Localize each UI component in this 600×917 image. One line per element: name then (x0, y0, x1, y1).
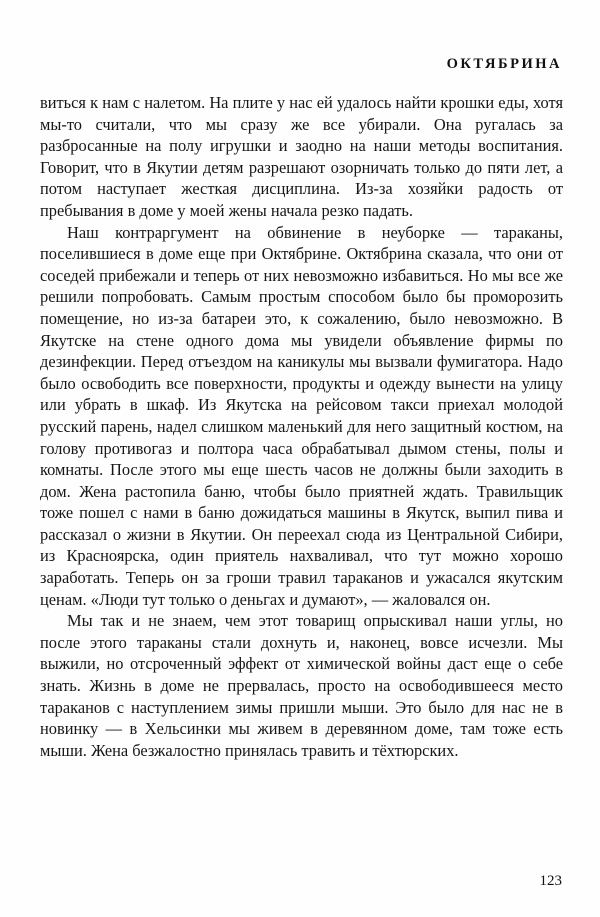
paragraph-continuation: виться к нам с налетом. На плите у нас ей удалось найти крошки еды, хотя мы-то считали, что мы сразу же все убирали. Она ругалась за разбросанные на полу игрушки и заодно на наши методы воспитания. Говорит, что в Якутии детям разрешают озорничать только до пяти лет, а потом наступает жесткая дисциплина. Из-за хозяйки радость от пребывания в доме у моей жены начала резко падать. (40, 93, 563, 220)
paragraph: Наш контраргумент на обвинение в неуборке — тараканы, поселившиеся в доме еще при Октябрине. Октябрина сказала, что они от соседей прибежали и теперь от них невозможно избавиться. Но мы все же решили попробовать. Самым простым способом было бы проморозить помещение, но из-за батареи это, к сожалению, было невозможно. В Якутске на стене одного дома мы увидели объявление фирмы по дезинфекции. Перед отъездом на каникулы мы вызвали фумигатора. Надо было освободить все поверхности, продукты и одежду вынести на улицу или убрать в шкаф. Из Якутска на рейсовом такси приехал молодой русский парень, надел слишком маленький для него защитный костюм, на голову противогаз и полтора часа обрабатывал дымом стены, полы и комнаты. После этого мы еще шесть часов не должны были заходить в дом. Жена растопила баню, чтобы было приятней ждать. Травильщик тоже пошел с нами в баню дожидаться машины в Якутск, выпил пива и рассказал о жизни в Якутии. Он переехал сюда из Центральной Сибири, из Красноярска, один приятель нахваливал, что тут можно хорошо заработать. Теперь он за гроши травил тараканов и ужасался якутским ценам. «Люди тут только о деньгах и думают», — жаловался он. (40, 222, 563, 609)
running-header: ОКТЯБРИНА (446, 56, 562, 72)
text-block (40, 92, 563, 761)
paragraph: Мы так и не знаем, чем этот товарищ опрыскивал наши углы, но после этого тараканы стали дохнуть и, наконец, вовсе исчезли. Мы выжили, но отсроченный эффект от химической войны даст еще о себе знать. Жизнь в доме не прервалась, просто на освободившееся место тараканов с наступлением зимы пришли мыши. Это было для нас не в новинку — в Хельсинки мы живем в деревянном доме, там тоже есть мыши. Жена безжалостно принялась травить и тёхтюрских. (40, 611, 563, 760)
page-number: 123 (539, 873, 562, 889)
